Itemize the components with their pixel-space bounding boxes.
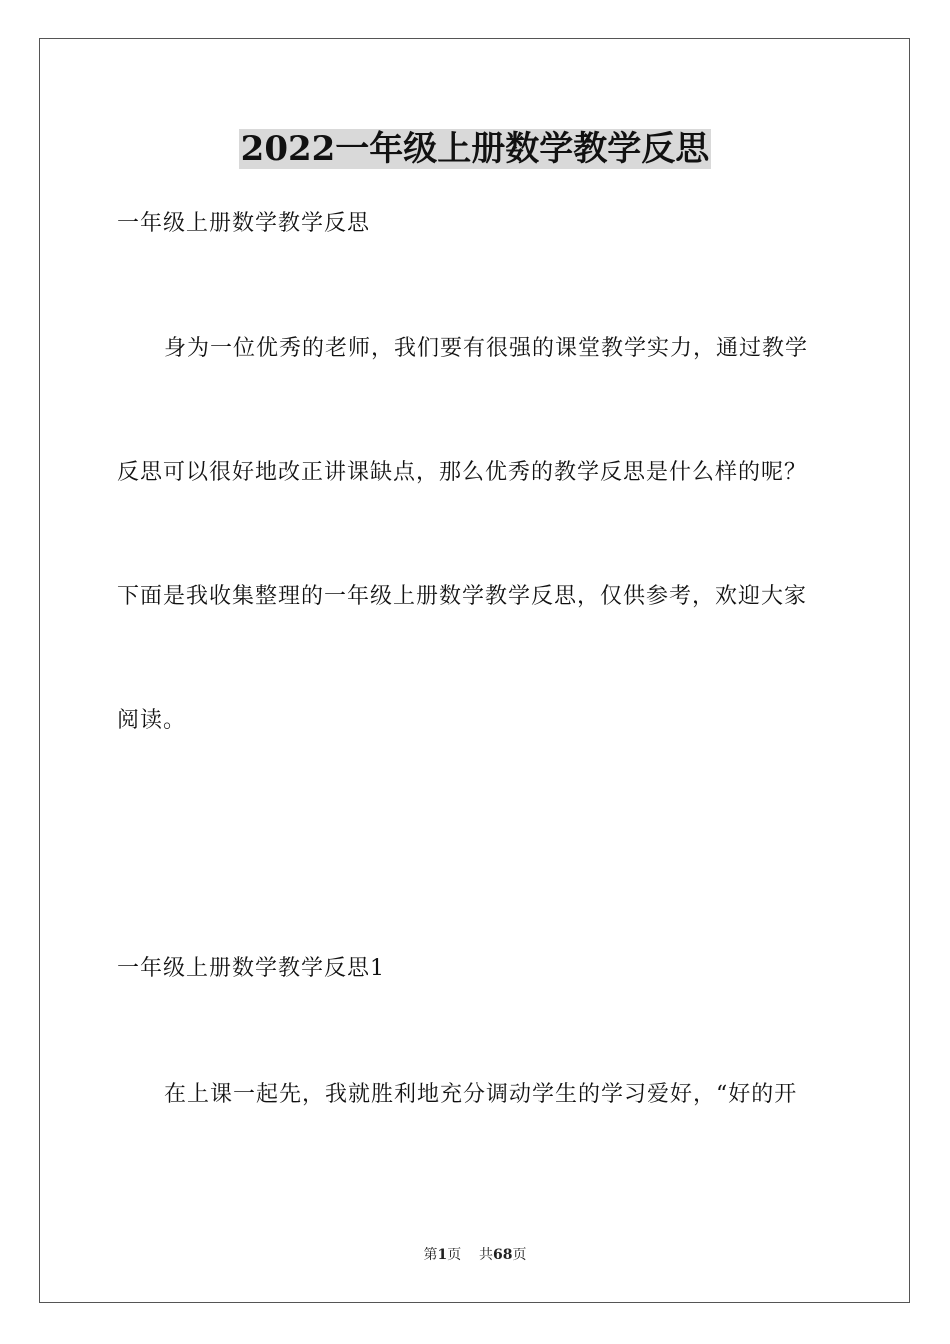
- section-heading: 一年级上册数学教学反思1: [117, 956, 385, 981]
- footer-page-suffix: 页: [447, 1247, 462, 1263]
- footer-page-prefix: 第: [423, 1247, 438, 1263]
- intro-line-4: 阅读。: [117, 708, 187, 733]
- intro-line-3: 下面是我收集整理的一年级上册数学教学反思，仅供参考，欢迎大家: [117, 584, 808, 609]
- document-subtitle: 一年级上册数学教学反思: [117, 211, 371, 236]
- footer-total-prefix: 共: [479, 1247, 494, 1263]
- section-line-1: 在上课一起先，我就胜利地充分调动学生的学习爱好，“好的开: [164, 1082, 798, 1107]
- footer-total-suffix: 页: [512, 1247, 527, 1263]
- document-title: [0, 128, 950, 170]
- footer-page-number: 1: [437, 1247, 448, 1263]
- page-footer: [0, 1246, 950, 1264]
- intro-line-2: 反思可以很好地改正讲课缺点，那么优秀的教学反思是什么样的呢？: [117, 460, 808, 485]
- intro-line-1: 身为一位优秀的老师，我们要有很强的课堂教学实力，通过教学: [164, 336, 809, 361]
- document-title-text: 2022一年级上册数学教学反思: [240, 129, 710, 169]
- footer-total-pages: 68: [493, 1247, 513, 1263]
